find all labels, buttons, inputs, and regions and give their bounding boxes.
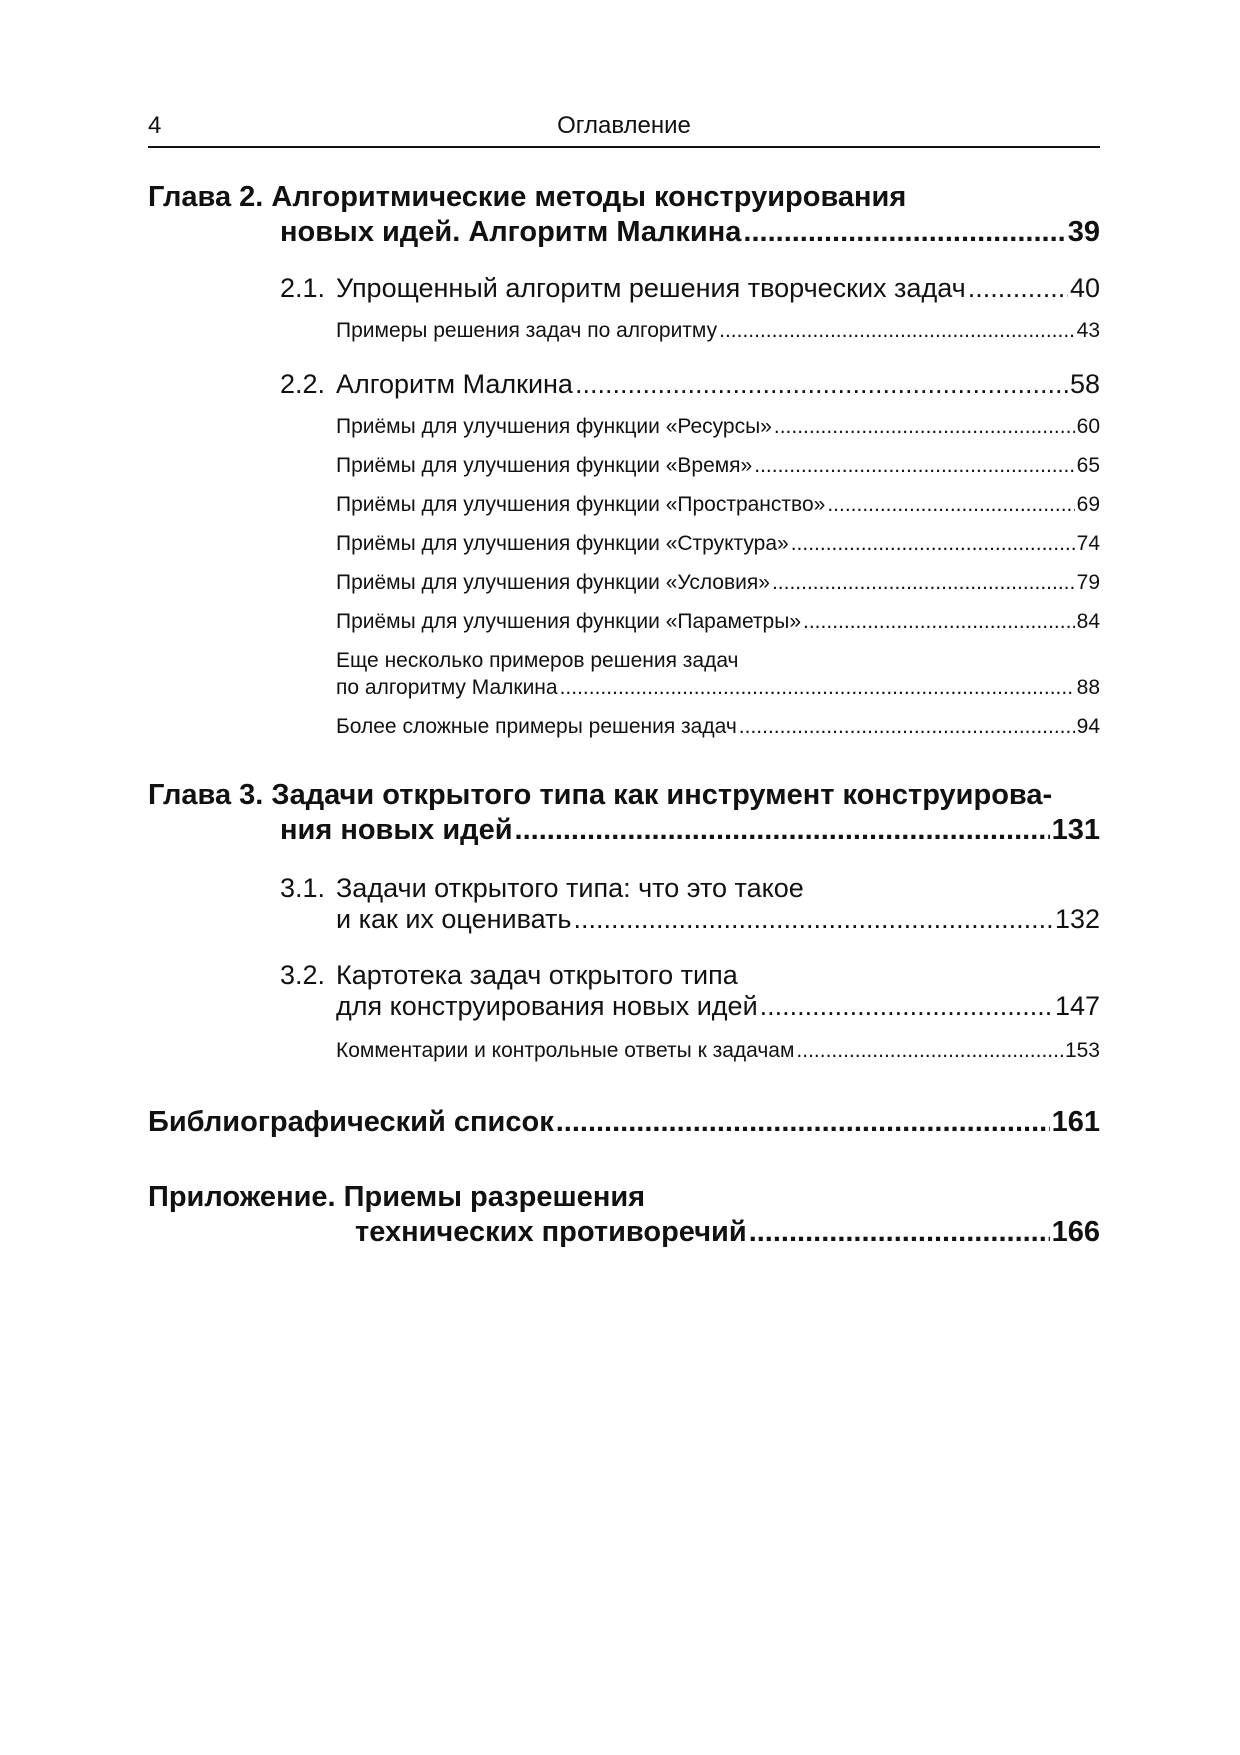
- toc-sub-page: 79: [1076, 571, 1100, 594]
- toc-s3-2-sub-entry[interactable]: [336, 1038, 1100, 1064]
- toc-ch2-line2: новых идей. Алгоритм Малкина: [280, 216, 742, 248]
- toc-s2-2-sub-entry[interactable]: [336, 570, 1100, 596]
- header-rule: [148, 146, 1100, 148]
- toc-sub-page: 84: [1076, 610, 1100, 633]
- toc-appendix-entry[interactable]: [355, 1215, 1100, 1249]
- leader-dots: [774, 414, 1075, 440]
- toc-s2-1-title: Упрощенный алгоритм решения творческих задач: [336, 273, 966, 303]
- leader-dots: [754, 453, 1074, 479]
- toc-s2-2-sub-entry[interactable]: [336, 609, 1100, 635]
- leader-dots: [803, 609, 1075, 635]
- toc-s2-1-entry[interactable]: [336, 272, 1100, 304]
- toc-more-examples-line1: Еще несколько примеров решения задач: [336, 649, 739, 672]
- leader-dots: [574, 903, 1053, 935]
- toc-bibliography-entry[interactable]: [148, 1105, 1100, 1139]
- toc-appendix-page: 166: [1051, 1216, 1100, 1248]
- toc-s2-1-sub-page: 43: [1076, 319, 1100, 342]
- toc-complex-examples-title: Более сложные примеры решения задач: [336, 715, 737, 738]
- toc-s3-1-entry[interactable]: [336, 903, 1100, 935]
- toc-more-examples-entry[interactable]: [336, 675, 1100, 701]
- toc-sub-page: 69: [1076, 493, 1100, 516]
- toc-ch3-page: 131: [1051, 814, 1100, 846]
- toc-sub-title: Приёмы для улучшения функции «Ресурсы»: [336, 415, 772, 438]
- toc-sub-page: 60: [1076, 415, 1100, 438]
- toc-appendix-line2: технических противоречий: [355, 1216, 747, 1248]
- toc-ch2-line1: Глава 2. Алгоритмические методы конструирования: [148, 181, 907, 213]
- toc-sub-title: Приёмы для улучшения функции «Пространство»: [336, 493, 826, 516]
- toc-complex-examples-entry[interactable]: [336, 714, 1100, 740]
- toc-ch2-entry[interactable]: [280, 215, 1100, 249]
- toc-s2-1-sub-entry[interactable]: [336, 318, 1100, 344]
- leader-dots: [760, 990, 1053, 1022]
- leader-dots: [749, 1215, 1050, 1249]
- toc-s2-2-title: Алгоритм Малкина: [336, 369, 573, 399]
- toc-ch3-line2: ния новых идей: [280, 814, 513, 846]
- toc-s2-2-entry[interactable]: [336, 368, 1100, 400]
- leader-dots: [739, 714, 1075, 740]
- toc-ch2-page: 39: [1067, 216, 1100, 248]
- toc-s2-2-page: 58: [1069, 369, 1100, 399]
- toc-bibliography-page: 161: [1051, 1106, 1100, 1138]
- toc-s2-2-sub-entry[interactable]: [336, 531, 1100, 557]
- leader-dots: [796, 1038, 1063, 1064]
- toc-s3-2-entry[interactable]: [336, 990, 1100, 1022]
- toc-s3-2-sub-title: Комментарии и контрольные ответы к задачам: [336, 1039, 795, 1062]
- leader-dots: [575, 368, 1068, 400]
- toc-s3-2-line1: Картотека задач открытого типа: [336, 960, 738, 990]
- toc-s3-2-sub-page: 153: [1064, 1039, 1100, 1062]
- toc-s2-2-sub-entry[interactable]: [336, 492, 1100, 518]
- toc-sub-title: Приёмы для улучшения функции «Структура»: [336, 532, 789, 555]
- toc-bibliography-title: Библиографический список: [148, 1106, 554, 1138]
- leader-dots: [827, 492, 1074, 518]
- toc-sub-page: 74: [1076, 532, 1100, 555]
- toc-s3-2-page: 147: [1054, 991, 1100, 1021]
- toc-ch3-entry[interactable]: [280, 813, 1100, 847]
- toc-more-examples-page: 88: [1076, 676, 1100, 699]
- toc-s3-1-number: 3.1.: [280, 873, 326, 903]
- toc-ch3-line1: Глава 3. Задачи открытого типа как инструмент конструирова-: [148, 779, 1053, 811]
- toc-s2-2-number: 2.2.: [280, 369, 326, 399]
- toc-s2-1-sub-title: Примеры решения задач по алгоритму: [336, 319, 718, 342]
- toc-sub-title: Приёмы для улучшения функции «Время»: [336, 454, 753, 477]
- toc-sub-title: Приёмы для улучшения функции «Параметры»: [336, 610, 802, 633]
- leader-dots: [791, 531, 1075, 557]
- leader-dots: [556, 1105, 1050, 1139]
- toc-more-examples-line2: по алгоритму Малкина: [336, 676, 558, 699]
- toc-sub-title: Приёмы для улучшения функции «Условия»: [336, 571, 770, 594]
- toc-appendix-line1: Приложение. Приемы разрешения: [148, 1181, 646, 1213]
- toc-s3-1-line2: и как их оценивать: [336, 904, 572, 934]
- toc-s3-1-line1: Задачи открытого типа: что это такое: [336, 873, 804, 903]
- leader-dots: [719, 318, 1075, 344]
- toc-s3-2-number: 3.2.: [280, 960, 326, 990]
- leader-dots: [772, 570, 1075, 596]
- toc-s2-2-sub-entry[interactable]: [336, 453, 1100, 479]
- leader-dots: [968, 272, 1068, 304]
- toc-s3-2-line2: для конструирования новых идей: [336, 991, 758, 1021]
- running-page-number: 4: [148, 112, 162, 139]
- toc-sub-page: 65: [1076, 454, 1100, 477]
- toc-s2-1-number: 2.1.: [280, 273, 326, 303]
- leader-dots: [743, 215, 1065, 249]
- toc-s3-1-page: 132: [1054, 904, 1100, 934]
- toc-s2-1-page: 40: [1069, 273, 1100, 303]
- running-header-title: Оглавление: [557, 112, 691, 139]
- toc-complex-examples-page: 94: [1076, 715, 1100, 738]
- leader-dots: [560, 675, 1075, 701]
- toc-s2-2-sub-entry[interactable]: [336, 414, 1100, 440]
- leader-dots: [515, 813, 1050, 847]
